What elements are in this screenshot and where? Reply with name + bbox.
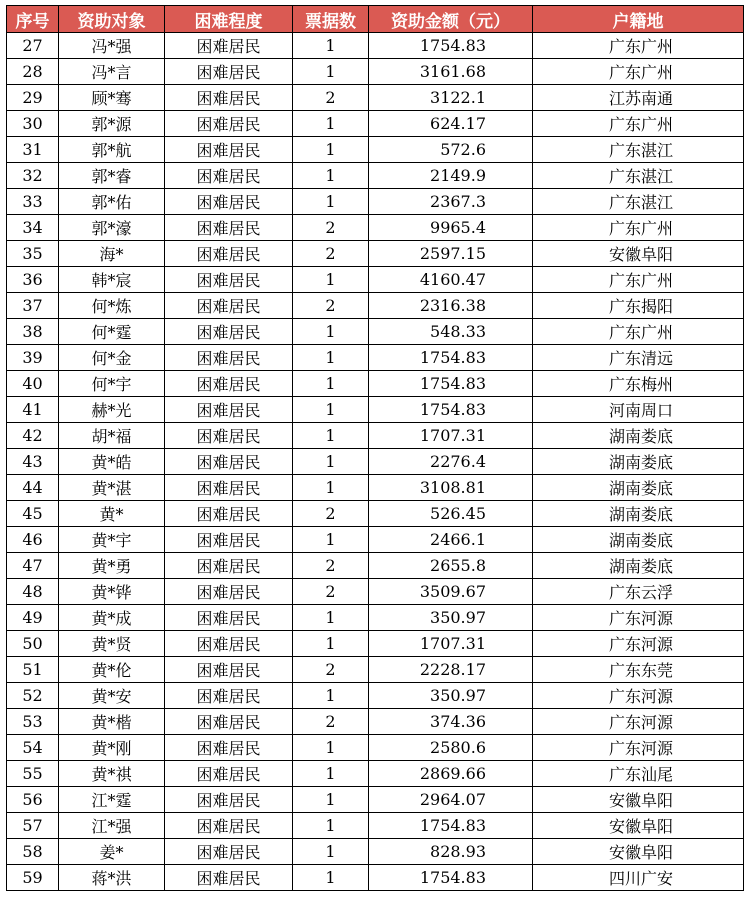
table-row [7,579,744,605]
cell-household-registration: 广东河源 [533,605,744,631]
cell-household-registration: 河南周口 [533,397,744,423]
cell-aid-amount: 1754.83 [369,371,533,397]
table-row [7,137,744,163]
cell-recipient: 赫*光 [59,397,165,423]
cell-receipt-count: 1 [293,631,369,657]
cell-receipt-count: 1 [293,683,369,709]
cell-hardship-level: 困难居民 [165,423,293,449]
cell-household-registration: 广东湛江 [533,163,744,189]
cell-aid-amount: 828.93 [369,839,533,865]
cell-recipient: 冯*强 [59,33,165,59]
cell-hardship-level: 困难居民 [165,631,293,657]
table-row [7,605,744,631]
cell-household-registration: 湖南娄底 [533,553,744,579]
cell-aid-amount: 572.6 [369,137,533,163]
cell-household-registration: 安徽阜阳 [533,241,744,267]
cell-receipt-count: 1 [293,371,369,397]
table-row [7,631,744,657]
cell-aid-amount: 4160.47 [369,267,533,293]
cell-aid-amount: 1754.83 [369,397,533,423]
cell-aid-amount: 3509.67 [369,579,533,605]
header-household-registration: 户籍地 [533,6,744,33]
cell-recipient: 黄*湛 [59,475,165,501]
cell-recipient: 黄*贤 [59,631,165,657]
cell-index: 48 [7,579,59,605]
table-body [7,33,744,891]
cell-aid-amount: 1754.83 [369,33,533,59]
cell-index: 35 [7,241,59,267]
cell-hardship-level: 困难居民 [165,527,293,553]
table-row [7,709,744,735]
cell-recipient: 黄*皓 [59,449,165,475]
cell-household-registration: 广东广州 [533,215,744,241]
cell-hardship-level: 困难居民 [165,865,293,891]
cell-aid-amount: 548.33 [369,319,533,345]
cell-index: 54 [7,735,59,761]
cell-index: 49 [7,605,59,631]
cell-household-registration: 湖南娄底 [533,501,744,527]
cell-receipt-count: 1 [293,319,369,345]
cell-recipient: 何*宇 [59,371,165,397]
cell-aid-amount: 3161.68 [369,59,533,85]
cell-household-registration: 广东河源 [533,683,744,709]
cell-hardship-level: 困难居民 [165,163,293,189]
cell-index: 57 [7,813,59,839]
cell-household-registration: 湖南娄底 [533,423,744,449]
cell-hardship-level: 困难居民 [165,215,293,241]
cell-household-registration: 广东广州 [533,111,744,137]
cell-recipient: 黄*祺 [59,761,165,787]
cell-hardship-level: 困难居民 [165,683,293,709]
cell-index: 51 [7,657,59,683]
cell-aid-amount: 526.45 [369,501,533,527]
cell-household-registration: 广东揭阳 [533,293,744,319]
cell-recipient: 黄* [59,501,165,527]
cell-aid-amount: 350.97 [369,605,533,631]
cell-index: 44 [7,475,59,501]
cell-recipient: 顾*骞 [59,85,165,111]
cell-recipient: 郭*源 [59,111,165,137]
cell-household-registration: 安徽阜阳 [533,839,744,865]
header-hardship-level: 困难程度 [165,6,293,33]
cell-recipient: 江*霆 [59,787,165,813]
cell-recipient: 韩*宸 [59,267,165,293]
cell-aid-amount: 3122.1 [369,85,533,111]
table-row [7,761,744,787]
cell-receipt-count: 1 [293,267,369,293]
cell-aid-amount: 2276.4 [369,449,533,475]
cell-index: 46 [7,527,59,553]
cell-index: 29 [7,85,59,111]
cell-receipt-count: 1 [293,813,369,839]
cell-index: 33 [7,189,59,215]
cell-aid-amount: 2316.38 [369,293,533,319]
cell-household-registration: 广东河源 [533,631,744,657]
cell-household-registration: 湖南娄底 [533,475,744,501]
cell-recipient: 冯*言 [59,59,165,85]
table-row [7,215,744,241]
cell-aid-amount: 624.17 [369,111,533,137]
cell-household-registration: 广东湛江 [533,189,744,215]
cell-household-registration: 广东广州 [533,267,744,293]
cell-receipt-count: 1 [293,787,369,813]
table-row [7,787,744,813]
cell-hardship-level: 困难居民 [165,839,293,865]
table-row [7,527,744,553]
cell-receipt-count: 1 [293,865,369,891]
cell-index: 52 [7,683,59,709]
cell-recipient: 江*强 [59,813,165,839]
cell-receipt-count: 2 [293,501,369,527]
header-row [7,6,744,33]
cell-receipt-count: 2 [293,657,369,683]
cell-receipt-count: 1 [293,761,369,787]
cell-household-registration: 安徽阜阳 [533,813,744,839]
table-row [7,475,744,501]
cell-index: 30 [7,111,59,137]
cell-hardship-level: 困难居民 [165,85,293,111]
cell-receipt-count: 2 [293,215,369,241]
cell-receipt-count: 2 [293,709,369,735]
cell-recipient: 何*金 [59,345,165,371]
cell-index: 53 [7,709,59,735]
cell-hardship-level: 困难居民 [165,241,293,267]
table-row [7,865,744,891]
cell-aid-amount: 1754.83 [369,813,533,839]
cell-recipient: 黄*勇 [59,553,165,579]
cell-index: 37 [7,293,59,319]
cell-household-registration: 江苏南通 [533,85,744,111]
cell-receipt-count: 1 [293,345,369,371]
cell-aid-amount: 374.36 [369,709,533,735]
cell-aid-amount: 2466.1 [369,527,533,553]
cell-hardship-level: 困难居民 [165,579,293,605]
table-row [7,423,744,449]
cell-hardship-level: 困难居民 [165,761,293,787]
cell-household-registration: 广东梅州 [533,371,744,397]
table-row [7,813,744,839]
table-row [7,85,744,111]
cell-hardship-level: 困难居民 [165,813,293,839]
cell-household-registration: 安徽阜阳 [533,787,744,813]
cell-household-registration: 广东广州 [533,33,744,59]
cell-household-registration: 广东河源 [533,709,744,735]
cell-household-registration: 湖南娄底 [533,527,744,553]
cell-hardship-level: 困难居民 [165,709,293,735]
header-recipient: 资助对象 [59,6,165,33]
header-aid-amount: 资助金额（元） [369,6,533,33]
cell-aid-amount: 1707.31 [369,631,533,657]
cell-household-registration: 广东河源 [533,735,744,761]
table-row [7,293,744,319]
cell-hardship-level: 困难居民 [165,189,293,215]
cell-index: 47 [7,553,59,579]
cell-receipt-count: 1 [293,839,369,865]
cell-receipt-count: 1 [293,137,369,163]
cell-recipient: 黄*安 [59,683,165,709]
aid-table [6,5,744,891]
cell-aid-amount: 2655.8 [369,553,533,579]
cell-index: 45 [7,501,59,527]
table-row [7,189,744,215]
cell-household-registration: 广东清远 [533,345,744,371]
header-index: 序号 [7,6,59,33]
cell-recipient: 郭*航 [59,137,165,163]
cell-index: 58 [7,839,59,865]
cell-aid-amount: 2580.6 [369,735,533,761]
cell-receipt-count: 1 [293,33,369,59]
cell-receipt-count: 1 [293,527,369,553]
cell-recipient: 郭*佑 [59,189,165,215]
cell-receipt-count: 2 [293,241,369,267]
cell-receipt-count: 1 [293,735,369,761]
cell-recipient: 黄*宇 [59,527,165,553]
cell-household-registration: 广东湛江 [533,137,744,163]
cell-index: 43 [7,449,59,475]
cell-aid-amount: 1754.83 [369,345,533,371]
table-row [7,839,744,865]
cell-hardship-level: 困难居民 [165,475,293,501]
cell-hardship-level: 困难居民 [165,371,293,397]
cell-recipient: 海* [59,241,165,267]
header-receipt-count: 票据数 [293,6,369,33]
cell-hardship-level: 困难居民 [165,397,293,423]
cell-index: 36 [7,267,59,293]
cell-index: 40 [7,371,59,397]
cell-index: 32 [7,163,59,189]
cell-recipient: 蒋*洪 [59,865,165,891]
cell-recipient: 胡*福 [59,423,165,449]
cell-hardship-level: 困难居民 [165,787,293,813]
cell-receipt-count: 1 [293,397,369,423]
table-row [7,683,744,709]
cell-household-registration: 广东广州 [533,319,744,345]
cell-aid-amount: 1707.31 [369,423,533,449]
cell-hardship-level: 困难居民 [165,449,293,475]
table-row [7,397,744,423]
table-row [7,111,744,137]
cell-hardship-level: 困难居民 [165,605,293,631]
cell-recipient: 郭*濠 [59,215,165,241]
cell-aid-amount: 2367.3 [369,189,533,215]
cell-index: 56 [7,787,59,813]
cell-recipient: 黄*伦 [59,657,165,683]
cell-index: 31 [7,137,59,163]
cell-hardship-level: 困难居民 [165,59,293,85]
cell-hardship-level: 困难居民 [165,33,293,59]
cell-index: 41 [7,397,59,423]
cell-hardship-level: 困难居民 [165,657,293,683]
cell-aid-amount: 3108.81 [369,475,533,501]
table-row [7,371,744,397]
cell-hardship-level: 困难居民 [165,345,293,371]
cell-hardship-level: 困难居民 [165,137,293,163]
cell-household-registration: 广东云浮 [533,579,744,605]
cell-hardship-level: 困难居民 [165,553,293,579]
cell-recipient: 郭*睿 [59,163,165,189]
cell-receipt-count: 1 [293,423,369,449]
cell-index: 59 [7,865,59,891]
cell-aid-amount: 1754.83 [369,865,533,891]
cell-index: 55 [7,761,59,787]
cell-receipt-count: 1 [293,189,369,215]
cell-receipt-count: 2 [293,85,369,111]
table-row [7,501,744,527]
cell-aid-amount: 2964.07 [369,787,533,813]
cell-receipt-count: 1 [293,449,369,475]
cell-aid-amount: 2869.66 [369,761,533,787]
cell-receipt-count: 1 [293,111,369,137]
cell-receipt-count: 1 [293,605,369,631]
cell-recipient: 黄*成 [59,605,165,631]
cell-recipient: 姜* [59,839,165,865]
table-row [7,735,744,761]
cell-receipt-count: 1 [293,59,369,85]
cell-receipt-count: 2 [293,293,369,319]
table-row [7,267,744,293]
cell-receipt-count: 2 [293,553,369,579]
cell-index: 28 [7,59,59,85]
cell-index: 39 [7,345,59,371]
cell-hardship-level: 困难居民 [165,293,293,319]
cell-hardship-level: 困难居民 [165,319,293,345]
cell-receipt-count: 2 [293,579,369,605]
table-row [7,59,744,85]
table-row [7,449,744,475]
cell-recipient: 黄*楷 [59,709,165,735]
cell-index: 34 [7,215,59,241]
cell-recipient: 何*炼 [59,293,165,319]
cell-household-registration: 四川广安 [533,865,744,891]
table-row [7,345,744,371]
cell-aid-amount: 2597.15 [369,241,533,267]
cell-aid-amount: 2149.9 [369,163,533,189]
cell-aid-amount: 350.97 [369,683,533,709]
cell-recipient: 何*霆 [59,319,165,345]
table-row [7,241,744,267]
table-row [7,319,744,345]
cell-household-registration: 广东广州 [533,59,744,85]
cell-aid-amount: 9965.4 [369,215,533,241]
cell-aid-amount: 2228.17 [369,657,533,683]
cell-household-registration: 湖南娄底 [533,449,744,475]
cell-index: 50 [7,631,59,657]
cell-receipt-count: 1 [293,475,369,501]
cell-recipient: 黄*铧 [59,579,165,605]
cell-household-registration: 广东东莞 [533,657,744,683]
cell-hardship-level: 困难居民 [165,267,293,293]
cell-household-registration: 广东汕尾 [533,761,744,787]
table-row [7,163,744,189]
cell-hardship-level: 困难居民 [165,501,293,527]
table-row [7,657,744,683]
cell-index: 27 [7,33,59,59]
cell-hardship-level: 困难居民 [165,735,293,761]
cell-index: 42 [7,423,59,449]
cell-recipient: 黄*刚 [59,735,165,761]
cell-receipt-count: 1 [293,163,369,189]
cell-index: 38 [7,319,59,345]
table-row [7,553,744,579]
cell-hardship-level: 困难居民 [165,111,293,137]
table-row [7,33,744,59]
